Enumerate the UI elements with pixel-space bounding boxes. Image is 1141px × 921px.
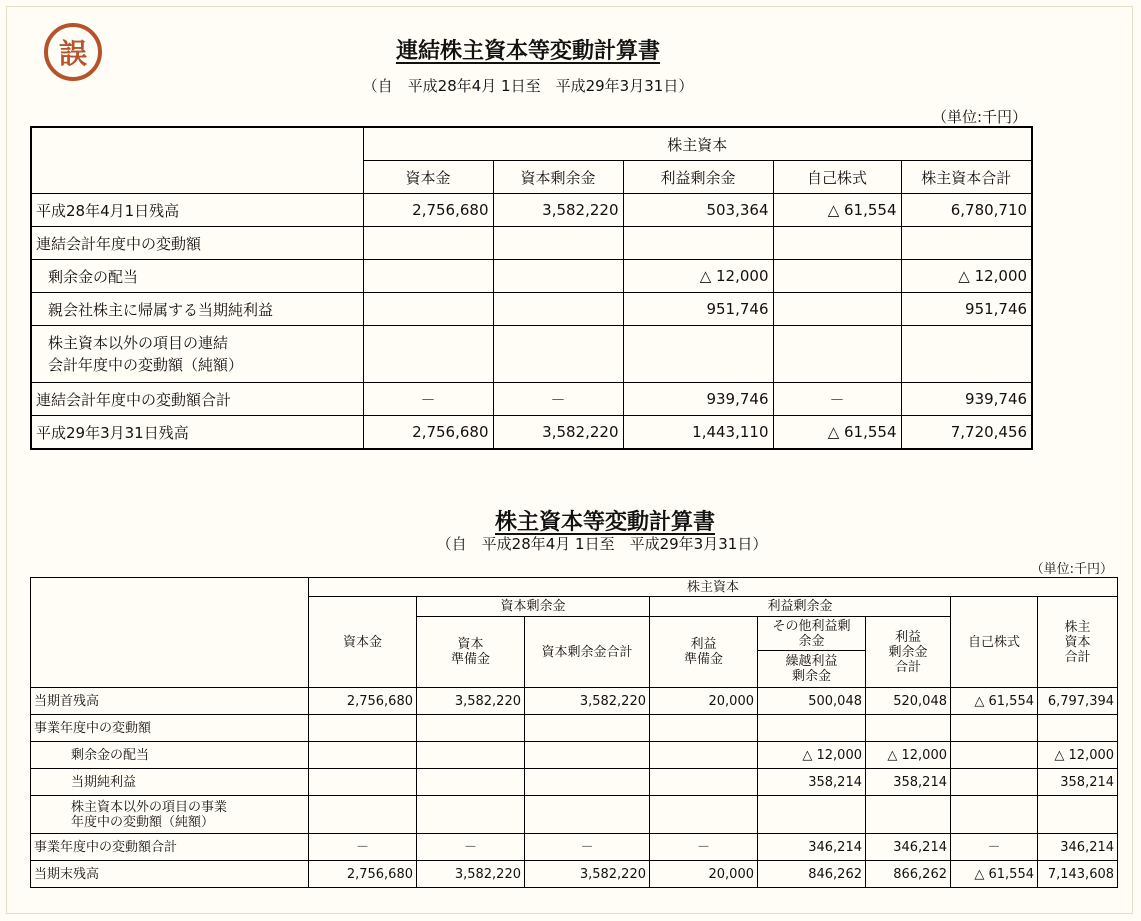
cell	[363, 293, 493, 326]
t1-col-header: 資本金	[363, 161, 493, 194]
t2-group-header: 株主資本	[309, 578, 1118, 597]
cell	[758, 796, 866, 834]
table-row	[31, 769, 1118, 796]
cell: 846,262	[758, 861, 866, 888]
cell: 3,582,220	[493, 194, 623, 227]
t2-col-total-line: 合計	[1064, 649, 1091, 665]
cell	[773, 326, 901, 383]
cell: 866,262	[866, 861, 951, 888]
t2-col-legal-reserve-line: 準備金	[683, 652, 723, 667]
cell: 2,756,680	[309, 861, 417, 888]
table-row	[31, 194, 1032, 227]
cell	[363, 260, 493, 293]
t1-col-header: 利益剰余金	[623, 161, 773, 194]
table-row	[31, 260, 1032, 293]
row-label-line1: 株主資本以外の項目の連結	[48, 334, 229, 352]
error-stamp: 誤	[44, 23, 102, 81]
cell	[493, 326, 623, 383]
t1-group-header: 株主資本	[363, 127, 1032, 161]
cell	[623, 326, 773, 383]
t2-col-other-retained	[758, 617, 866, 651]
cell	[866, 796, 951, 834]
cell: 7,143,608	[1038, 861, 1118, 888]
cell: －	[493, 383, 623, 416]
cell: 520,048	[866, 688, 951, 715]
cell	[525, 769, 650, 796]
cell	[525, 742, 650, 769]
table-row	[31, 326, 1032, 383]
cell	[951, 769, 1038, 796]
t2-col-retained-total	[866, 617, 951, 688]
cell: 20,000	[650, 861, 758, 888]
t2-col-capital-surplus: 資本剰余金	[417, 597, 650, 617]
cell: △ 12,000	[1038, 742, 1118, 769]
t2-col-carried-forward-line: 繰越利益	[785, 654, 838, 669]
cell	[417, 715, 525, 742]
cell	[525, 715, 650, 742]
t2-col-legal-reserve-line: 利益	[690, 637, 717, 652]
cell	[309, 742, 417, 769]
t2-col-retained-total-line: 利益	[894, 629, 921, 645]
t1-title: 連結株主資本等変動計算書	[395, 39, 660, 64]
cell	[650, 796, 758, 834]
t2-col-capital-reserve-line: 準備金	[450, 652, 490, 667]
t2-header-blank	[31, 578, 309, 688]
cell: －	[525, 834, 650, 861]
t2-col-other-retained-line: その他利益剰	[772, 618, 851, 634]
cell: －	[417, 834, 525, 861]
cell: 20,000	[650, 688, 758, 715]
cell: 7,720,456	[901, 416, 1032, 450]
table-row	[31, 715, 1118, 742]
row-label-line2: 会計年度中の変動額（純額）	[48, 356, 244, 374]
cell: 358,214	[1038, 769, 1118, 796]
cell	[951, 742, 1038, 769]
cell	[650, 769, 758, 796]
cell	[363, 326, 493, 383]
cell: 3,582,220	[417, 688, 525, 715]
t2-col-total-line: 資本	[1064, 634, 1091, 650]
t2-title: 株主資本等変動計算書	[494, 510, 715, 535]
consolidated-equity-table	[30, 126, 1033, 450]
cell	[1038, 796, 1118, 834]
cell: 3,582,220	[493, 416, 623, 450]
cell	[493, 293, 623, 326]
row-label: 親会社株主に帰属する当期純利益	[31, 293, 363, 326]
cell	[650, 742, 758, 769]
cell	[773, 293, 901, 326]
row-label: 当期末残高	[31, 861, 309, 888]
t2-col-treasury-stock: 自己株式	[951, 597, 1038, 688]
cell	[363, 227, 493, 260]
row-label: 平成29年3月31日残高	[31, 416, 363, 450]
t2-col-carried-forward	[758, 651, 866, 688]
row-label: 当期首残高	[31, 688, 309, 715]
table-row	[31, 383, 1032, 416]
cell: 3,582,220	[417, 861, 525, 888]
t2-col-legal-reserve	[650, 617, 758, 688]
cell: 6,797,394	[1038, 688, 1118, 715]
cell: －	[773, 383, 901, 416]
cell: 2,756,680	[363, 416, 493, 450]
cell	[650, 715, 758, 742]
table-row	[31, 416, 1032, 450]
cell: △ 12,000	[623, 260, 773, 293]
cell: 3,582,220	[525, 688, 650, 715]
cell: △ 61,554	[773, 416, 901, 450]
cell: －	[951, 834, 1038, 861]
t2-col-retained-total-line: 合計	[894, 659, 921, 675]
table-row	[31, 227, 1032, 260]
equity-statement-table	[30, 577, 1118, 888]
cell: 358,214	[866, 769, 951, 796]
cell	[309, 796, 417, 834]
cell	[901, 227, 1032, 260]
cell: －	[650, 834, 758, 861]
cell	[951, 796, 1038, 834]
cell: 939,746	[901, 383, 1032, 416]
cell	[866, 715, 951, 742]
table-row	[31, 293, 1032, 326]
cell: －	[363, 383, 493, 416]
table-row	[31, 742, 1118, 769]
row-label: 事業年度中の変動額合計	[31, 834, 309, 861]
cell: 358,214	[758, 769, 866, 796]
row-label	[31, 796, 309, 834]
cell	[309, 769, 417, 796]
t1-period: （自 平成28年4月 1日至 平成29年3月31日）	[362, 77, 694, 95]
cell: △ 61,554	[951, 688, 1038, 715]
table-row	[31, 834, 1118, 861]
cell	[758, 715, 866, 742]
cell: △ 61,554	[951, 861, 1038, 888]
cell: 1,443,110	[623, 416, 773, 450]
cell	[493, 227, 623, 260]
row-label: 連結会計年度中の変動額	[31, 227, 363, 260]
t2-col-capital: 資本金	[309, 597, 417, 688]
row-label: 当期純利益	[31, 769, 309, 796]
t1-col-header: 資本剰余金	[493, 161, 623, 194]
table-row	[31, 688, 1118, 715]
cell	[951, 715, 1038, 742]
t2-col-total	[1038, 597, 1118, 688]
cell	[525, 796, 650, 834]
cell: －	[309, 834, 417, 861]
cell: △ 12,000	[758, 742, 866, 769]
t1-col-header: 自己株式	[773, 161, 901, 194]
cell	[493, 260, 623, 293]
t2-unit: （単位:千円）	[1030, 562, 1113, 577]
row-label: 連結会計年度中の変動額合計	[31, 383, 363, 416]
cell: △ 61,554	[773, 194, 901, 227]
cell: 346,214	[1038, 834, 1118, 861]
cell: 2,756,680	[363, 194, 493, 227]
t1-unit: （単位:千円）	[931, 108, 1027, 126]
cell	[417, 742, 525, 769]
cell: 2,756,680	[309, 688, 417, 715]
cell: 6,780,710	[901, 194, 1032, 227]
row-label: 平成28年4月1日残高	[31, 194, 363, 227]
t2-col-other-retained-line: 余金	[798, 633, 825, 649]
cell	[901, 326, 1032, 383]
t2-col-carried-forward-line: 剰余金	[791, 669, 831, 684]
cell	[417, 769, 525, 796]
t2-period: （自 平成28年4月 1日至 平成29年3月31日）	[436, 535, 768, 553]
row-label	[31, 326, 363, 383]
t2-col-capital-surplus-total: 資本剰余金合計	[525, 617, 650, 688]
t2-col-total-line: 株主	[1064, 619, 1091, 635]
cell: 939,746	[623, 383, 773, 416]
row-label: 剰余金の配当	[31, 742, 309, 769]
table-row	[31, 796, 1118, 834]
cell	[773, 227, 901, 260]
cell	[417, 796, 525, 834]
cell: △ 12,000	[901, 260, 1032, 293]
cell: 500,048	[758, 688, 866, 715]
row-label: 事業年度中の変動額	[31, 715, 309, 742]
cell: △ 12,000	[866, 742, 951, 769]
cell	[1038, 715, 1118, 742]
cell: 346,214	[866, 834, 951, 861]
t2-col-capital-reserve	[417, 617, 525, 688]
t2-col-retained-earnings: 利益剰余金	[650, 597, 951, 617]
cell	[623, 227, 773, 260]
t1-header-blank	[31, 127, 363, 194]
cell	[773, 260, 901, 293]
table-row	[31, 861, 1118, 888]
t2-col-capital-reserve-line: 資本	[457, 637, 484, 652]
cell: 951,746	[623, 293, 773, 326]
t1-col-header: 株主資本合計	[901, 161, 1032, 194]
row-label: 剰余金の配当	[31, 260, 363, 293]
cell	[309, 715, 417, 742]
cell: 3,582,220	[525, 861, 650, 888]
cell: 346,214	[758, 834, 866, 861]
cell: 503,364	[623, 194, 773, 227]
row-label-line1: 株主資本以外の項目の事業	[71, 799, 228, 815]
t2-col-retained-total-line: 剰余金	[888, 644, 928, 660]
row-label-line2: 年度中の変動額（純額）	[71, 814, 215, 830]
cell: 951,746	[901, 293, 1032, 326]
